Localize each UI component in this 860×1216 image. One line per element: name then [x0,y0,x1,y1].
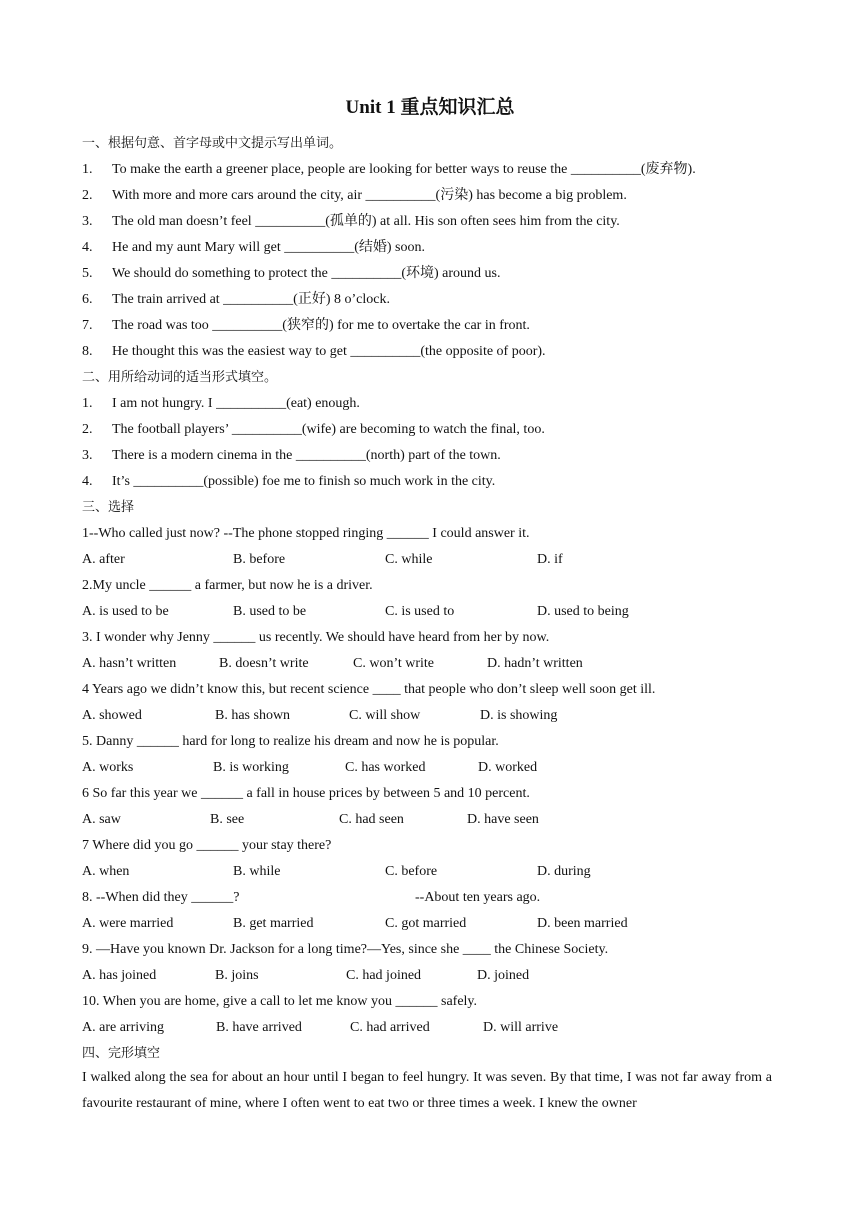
option-b: B. get married [233,916,314,931]
option-d: D. if [537,552,563,567]
item-number: 3. [82,448,93,463]
question-text: 8. --When did they ______? [82,890,240,905]
option-d: D. will arrive [483,1020,559,1035]
item-number: 4. [82,240,93,255]
section2-item [82,421,545,439]
section1-item [82,291,390,309]
question-text: 10. When you are home, give a call to let me know you ______ safely. [82,994,478,1009]
item-text: The old man doesn’t feel __________(孤单的) at all. His son often sees him from the city. [112,214,620,229]
page-title: Unit 1 重点知识汇总 [345,97,515,118]
option-a: A. has joined [82,968,157,983]
option-a: A. were married [82,916,174,931]
item-number: 2. [82,188,93,203]
option-c: C. had arrived [350,1020,430,1035]
item-number: 5. [82,266,93,281]
option-d: D. have seen [467,812,539,827]
option-b: B. has shown [215,708,291,723]
option-b: B. doesn’t write [219,656,309,671]
item-text: The road was too __________(狭窄的) for me to overtake the car in front. [112,318,530,333]
option-d: D. been married [537,916,628,931]
section2-item [82,395,360,413]
option-c: C. had joined [346,968,422,983]
option-a: A. is used to be [82,604,169,619]
section1-item [82,317,530,335]
option-d: D. during [537,864,591,879]
item-text: The football players’ __________(wife) are becoming to watch the final, too. [112,422,545,437]
option-a: A. are arriving [82,1020,165,1035]
section2-item [82,447,501,465]
item-number: 1. [82,396,93,411]
section1-item [82,343,546,361]
item-number: 3. [82,214,93,229]
option-d: D. used to being [537,604,629,619]
option-b: B. see [210,812,245,827]
section1-item [82,213,620,231]
section1-item [82,265,501,283]
option-b: B. used to be [233,604,307,619]
section2-heading: 二、用所给动词的适当形式填空。 [82,370,278,385]
option-b: B. have arrived [216,1020,302,1035]
option-c: C. has worked [345,760,426,775]
section3-heading: 三、选择 [82,500,135,515]
question-text: 7 Where did you go ______ your stay there? [82,838,332,853]
question-text: 3. I wonder why Jenny ______ us recently. We should have heard from her by now. [82,630,550,645]
question-text: 9. —Have you known Dr. Jackson for a long time?—Yes, since she ____ the Chinese Society. [82,942,609,957]
item-text: There is a modern cinema in the __________(north) part of the town. [112,448,501,463]
option-b: B. joins [215,968,259,983]
option-a: A. hasn’t written [82,656,177,671]
item-text: The train arrived at __________(正好) 8 o’clock. [112,292,390,307]
item-number: 7. [82,318,93,333]
item-number: 4. [82,474,93,489]
question-text: 2.My uncle ______ a farmer, but now he is a driver. [82,578,373,593]
option-a: A. when [82,864,130,879]
item-text: To make the earth a greener place, people are looking for better ways to reuse the __________(废弃物). [112,162,696,177]
item-text: We should do something to protect the __________(环境) around us. [112,266,501,281]
option-c: C. got married [385,916,467,931]
section1-item [82,187,627,205]
option-a: A. after [82,552,125,567]
option-a: A. saw [82,812,121,827]
option-d: D. joined [477,968,530,983]
section2-item [82,473,495,491]
section1-heading: 一、根据句意、首字母或中文提示写出单词。 [82,136,343,151]
item-text: He and my aunt Mary will get __________(结婚) soon. [112,240,426,255]
item-number: 1. [82,162,93,177]
item-text: It’s __________(possible) foe me to finish so much work in the city. [112,474,496,489]
item-number: 2. [82,422,93,437]
section4-heading: 四、完形填空 [82,1046,161,1061]
question-text: 5. Danny ______ hard for long to realize his dream and now he is popular. [82,734,499,749]
option-c: C. while [385,552,433,567]
option-c: C. is used to [385,604,455,619]
option-c: C. had seen [339,812,404,827]
option-d: D. is showing [480,708,558,723]
cloze-paragraph: I walked along the sea for about an hour until I began to feel hungry. It was seven. By that time, I was not far away from a favourite restaurant of mine, where I often went to eat two or three times a week. I knew the owner [82,1070,772,1111]
option-d: D. hadn’t written [487,656,583,671]
option-c: C. before [385,864,438,879]
question-text: 6 So far this year we ______ a fall in house prices by between 5 and 10 percent. [82,786,530,801]
option-b: B. before [233,552,286,567]
item-number: 8. [82,344,93,359]
question-text: 4 Years ago we didn’t know this, but recent science ____ that people who don’t sleep well soon get ill. [82,682,656,697]
option-b: B. is working [213,760,289,775]
option-a: A. showed [82,708,142,723]
item-text: I am not hungry. I __________(eat) enough. [112,396,360,411]
option-d: D. worked [478,760,538,775]
section1-item [82,161,696,179]
item-text: He thought this was the easiest way to get __________(the opposite of poor). [112,344,546,359]
item-number: 6. [82,292,93,307]
option-c: C. won’t write [353,656,435,671]
option-a: A. works [82,760,134,775]
option-c: C. will show [349,708,421,723]
section1-item [82,239,425,257]
question-answer-text: --About ten years ago. [415,890,541,905]
question-text: 1--Who called just now? --The phone stopped ringing ______ I could answer it. [82,526,530,541]
item-text: With more and more cars around the city, air __________(污染) has become a big problem. [112,188,627,203]
option-b: B. while [233,864,281,879]
